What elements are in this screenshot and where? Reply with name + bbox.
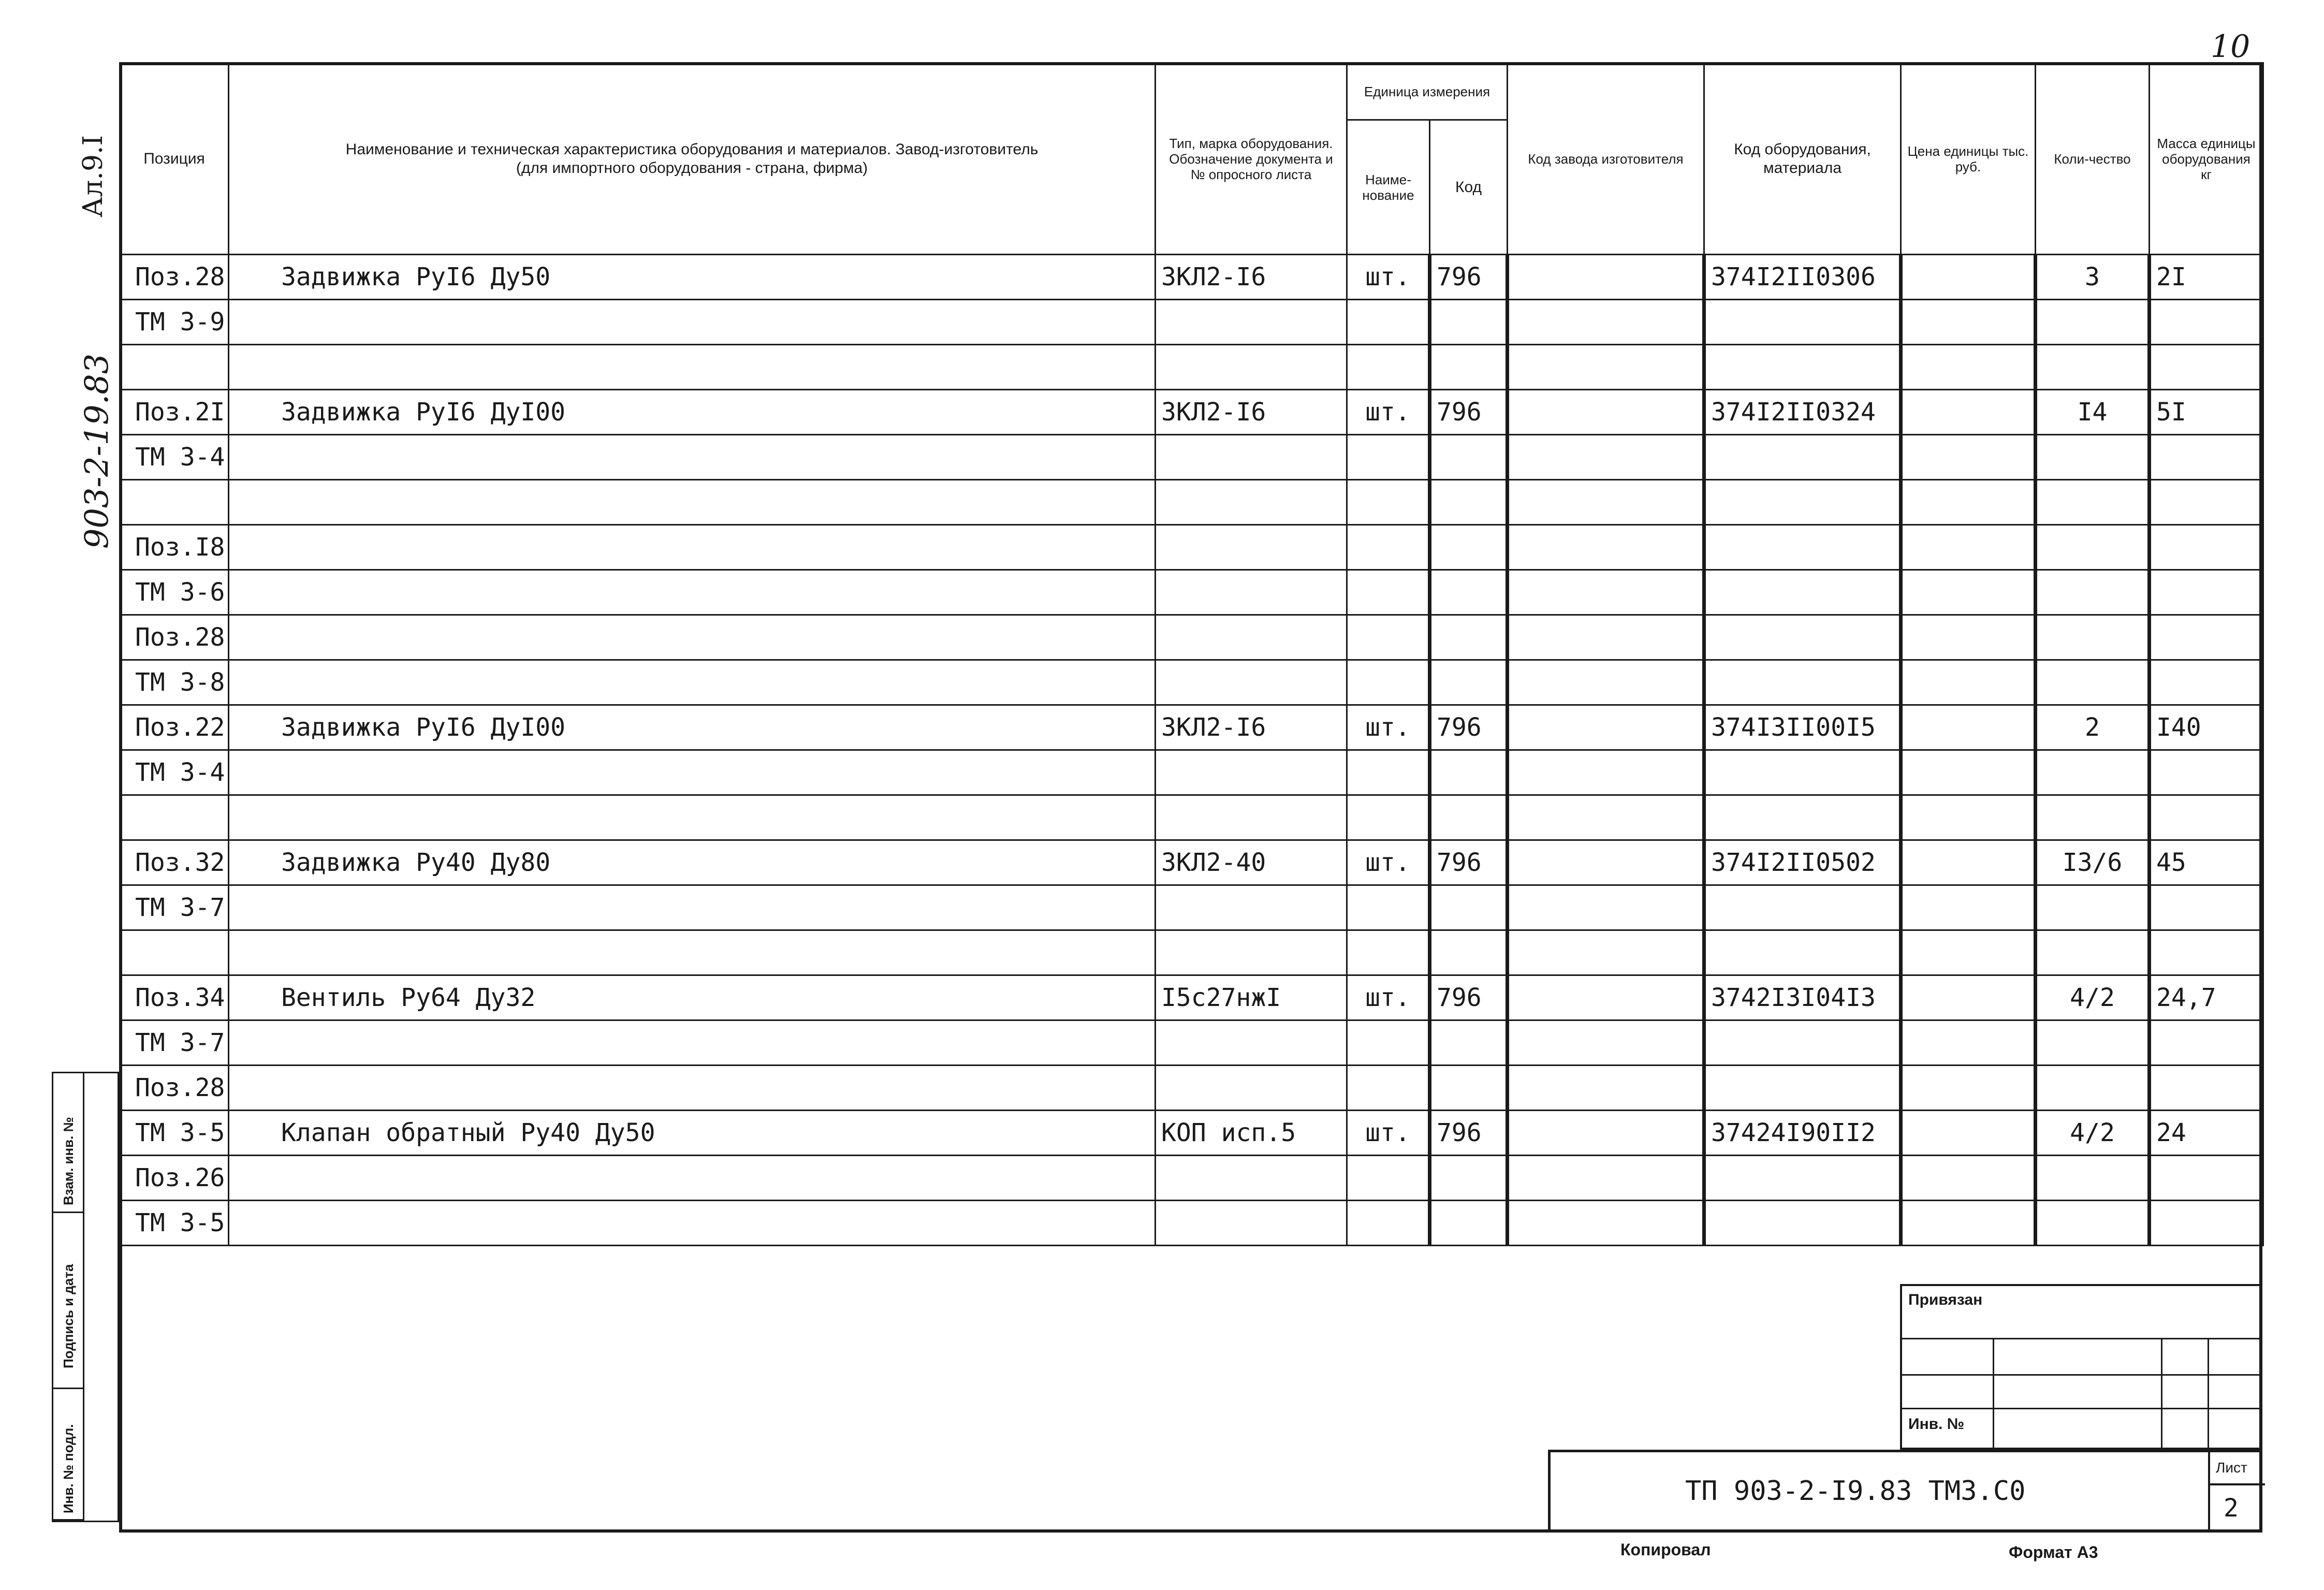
cell-mass: 5I xyxy=(2150,390,2263,435)
cell-position: Поз.26 xyxy=(120,1156,229,1201)
side-project-label: 903-2-19.83 xyxy=(78,353,115,549)
cell-position: ТМ 3-7 xyxy=(120,885,229,930)
cell-unit: шт. xyxy=(1347,255,1430,300)
cell-mass: 2I xyxy=(2150,255,2263,300)
cell-mass: I40 xyxy=(2150,705,2263,750)
cell-quantity: 4/2 xyxy=(2036,1111,2150,1156)
cell-position: Поз.32 xyxy=(120,840,229,885)
cell-position: Поз.28 xyxy=(120,615,229,660)
footer-format: Формат А3 xyxy=(2009,1543,2098,1562)
cell-name: Задвижка РуI6 Ду50 xyxy=(229,255,1156,300)
cell-mass: 24,7 xyxy=(2150,975,2263,1020)
cell-unit-code: 796 xyxy=(1430,390,1508,435)
cell-unit-code: 796 xyxy=(1430,255,1508,300)
cell-unit: шт. xyxy=(1347,975,1430,1020)
cell-unit: шт. xyxy=(1347,1111,1430,1156)
cell-name: Задвижка РуI6 ДуI00 xyxy=(229,705,1156,750)
sheet-value: 2 xyxy=(2224,1494,2239,1523)
cell-position: Поз.34 xyxy=(120,975,229,1020)
attach-block xyxy=(1900,1284,2262,1450)
cell-position: ТМ 3-4 xyxy=(120,435,229,480)
attach-grid-line xyxy=(1902,1374,2260,1376)
cell-position: ТМ 3-4 xyxy=(120,750,229,795)
header-unit-name: Наиме-нование xyxy=(1347,120,1430,255)
cell-equipment-code: 374I2II0502 xyxy=(1704,840,1901,885)
cell-type: 3КЛ2-I6 xyxy=(1156,705,1347,750)
cell-name: Клапан обратный Ру40 Ду50 xyxy=(229,1111,1156,1156)
cell-type: 3КЛ2-40 xyxy=(1156,840,1347,885)
header-position: Позиция xyxy=(120,63,229,255)
header-price: Цена единицы тыс. руб. xyxy=(1901,63,2036,255)
cell-quantity: 4/2 xyxy=(2036,975,2150,1020)
cell-unit: шт. xyxy=(1347,705,1430,750)
header-type: Тип, марка оборудования. Обозначение документа и № опросного листа xyxy=(1156,63,1347,255)
stamp-cell-signature xyxy=(53,1213,84,1389)
cell-unit: шт. xyxy=(1347,390,1430,435)
sheet-label: Лист xyxy=(2216,1460,2247,1476)
cell-name: Задвижка Ру40 Ду80 xyxy=(229,840,1156,885)
title-block-divider xyxy=(2208,1452,2210,1530)
cell-mass: 24 xyxy=(2150,1111,2263,1156)
cell-equipment-code: 37424I90II2 xyxy=(1704,1111,1901,1156)
stamp-label-inv-original: Инв. № подл. xyxy=(61,1424,76,1513)
cell-mass: 45 xyxy=(2150,840,2263,885)
left-stamp xyxy=(52,1072,119,1522)
cell-position: ТМ 3-5 xyxy=(120,1111,229,1156)
cell-type: КОП исп.5 xyxy=(1156,1111,1347,1156)
cell-position: ТМ 3-7 xyxy=(120,1020,229,1066)
cell-position: ТМ 3-6 xyxy=(120,570,229,615)
attach-label: Привязан xyxy=(1908,1291,1983,1308)
cell-type: I5с27нжI xyxy=(1156,975,1347,1020)
header-unit-group: Единица измерения xyxy=(1347,63,1508,120)
attach-grid-line xyxy=(2208,1338,2209,1450)
cell-position: Поз.2I xyxy=(120,390,229,435)
cell-position: Поз.28 xyxy=(120,255,229,300)
cell-position: ТМ 3-9 xyxy=(120,300,229,345)
cell-equipment-code: 374I2II0306 xyxy=(1704,255,1901,300)
attach-inv-label: Инв. № xyxy=(1908,1416,1965,1433)
cell-position: Поз.I8 xyxy=(120,525,229,570)
cell-quantity: 3 xyxy=(2036,255,2150,300)
attach-grid-line xyxy=(1902,1408,2260,1409)
cell-position: ТМ 3-5 xyxy=(120,1201,229,1246)
cell-type: 3КЛ2-I6 xyxy=(1156,255,1347,300)
cell-unit-code: 796 xyxy=(1430,705,1508,750)
stamp-label-replaced-inv: Взам. инв. № xyxy=(61,1117,76,1205)
cell-equipment-code: 374I3II00I5 xyxy=(1704,705,1901,750)
stamp-cell-inv-original xyxy=(53,1389,84,1521)
cell-quantity: I3/6 xyxy=(2036,840,2150,885)
cell-unit: шт. xyxy=(1347,840,1430,885)
cell-quantity: I4 xyxy=(2036,390,2150,435)
cell-unit-code: 796 xyxy=(1430,975,1508,1020)
header-factory-code: Код завода изготовителя xyxy=(1508,63,1704,255)
cell-unit-code: 796 xyxy=(1430,1111,1508,1156)
side-album-label: Ал.9.I xyxy=(78,135,109,217)
cell-name: Вентиль Ру64 Ду32 xyxy=(229,975,1156,1020)
cell-position: Поз.22 xyxy=(120,705,229,750)
cell-unit-code: 796 xyxy=(1430,840,1508,885)
document-code: ТП 903-2-I9.83 ТМ3.С0 xyxy=(1685,1476,2026,1507)
stamp-label-signature-date: Подпись и дата xyxy=(61,1264,76,1368)
cell-equipment-code: 374I2II0324 xyxy=(1704,390,1901,435)
cell-type: 3КЛ2-I6 xyxy=(1156,390,1347,435)
header-equipment-code: Код оборудования, материала xyxy=(1704,63,1901,255)
title-block-divider xyxy=(2208,1483,2265,1485)
stamp-cell-replaced-inv xyxy=(53,1073,84,1213)
header-unit-code: Код xyxy=(1430,120,1508,255)
attach-grid-line xyxy=(2161,1338,2162,1450)
header-mass: Масса единицы оборудования кг xyxy=(2150,63,2263,255)
footer-copied: Копировал xyxy=(1620,1540,1711,1559)
attach-grid-line xyxy=(1993,1338,1994,1450)
cell-position: Поз.28 xyxy=(120,1066,229,1111)
header-name: Наименование и техническая характеристика оборудования и материалов. Завод-изготовитель (для импортного оборудования - страна, фирма) xyxy=(229,63,1156,255)
cell-equipment-code: 3742I3I04I3 xyxy=(1704,975,1901,1020)
attach-grid-line xyxy=(1902,1338,2260,1339)
handwritten-sheet-number: 10 xyxy=(2211,28,2250,65)
cell-name: Задвижка РуI6 ДуI00 xyxy=(229,390,1156,435)
title-block xyxy=(1548,1450,2262,1533)
cell-quantity: 2 xyxy=(2036,705,2150,750)
cell-position: ТМ 3-8 xyxy=(120,660,229,705)
header-quantity: Коли-чество xyxy=(2036,63,2150,255)
